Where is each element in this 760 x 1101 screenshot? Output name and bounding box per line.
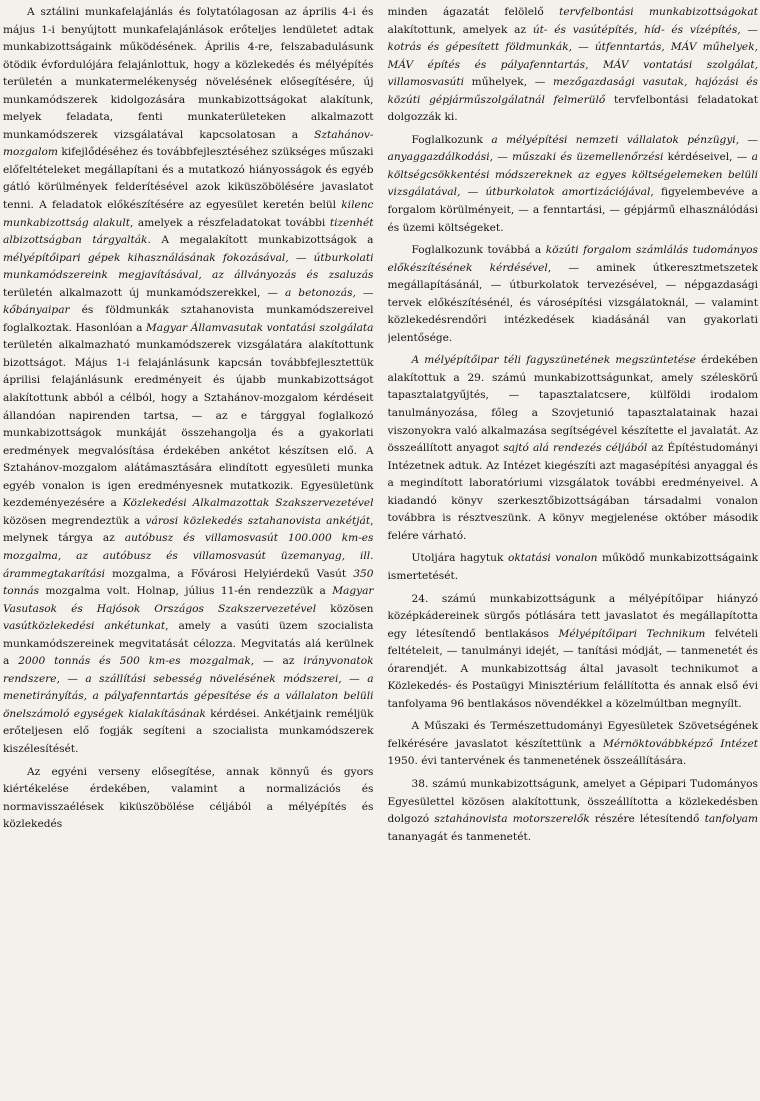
- paragraph: Utoljára hagytuk oktatási vonalon működő munkabizottságaink ismertetését.: [387, 552, 758, 582]
- paragraph: Az egyéni verseny elősegítése, annak könnyű és gyors kiértékelése érdekében, valamint a normalizációs és normavisszaélések kiküszöbölése céljából a mélyépítés és közlekedés: [3, 765, 374, 831]
- paragraph: Foglalkozunk továbbá a közúti forgalom számlálás tudományos előkészítésének kérdésével, — aminek útkeresztmetszetek megállapításánál, — útburkolatok tervezésével, — népgazdasági tervek előkészítésénél, és városépítési vizsgálatoknál, — valamint közlekedésrendőri intézkedések kiadásánál van gyakorlati jelentősége.: [387, 244, 758, 344]
- paragraph: A sztálini munkafelajánlás és folytatólagosan az április 4-i és május 1-i benyújtott munkafelajánlások erőteljes lendületet adtak munkabizottságaink működésének. Április 4-re, felszabadulásunk ötödik évfordulójára felajánlottuk, hogy a közlekedés és mélyépítés területén a munkatermelékenység növelésének elősegítésére, új munkamódszerek kidolgozására munkabizottságokat alakítunk, melyek feladata, fenti munkaterületeken alkalmazott munkamódszerek vizsgálatával kapcsolatosan a Sztahánov-mozgalom kifejlődéséhez és továbbfejlesztéséhez szükséges műszaki előfeltételeket megállapítani és a mutatkozó hiányosságok és egyéb gátló körülmények felderítésével azok kiküszöbölésére javaslatot tenni. A feladatok előkészítésére az egyesület keretén belül kilenc munkabizottság alakult, amelyek a részfeladatokat további tizenhét albizottságban tárgyalták. A megalakított munkabizottságok a mélyépítőipari gépek kihasználásának fokozásával, — útburkolati munkamódszereink megjavításával, az állványozás és zsaluzás területén alkalmazott új munkamódszerekkel, — a betonozás, — kőbányaipar és földmunkák sztahanovista munkamódszereivel foglalkoztak. Hasonlóan a Magyar Államvasutak vontatási szolgálata területén alkalmazható munkamódszerek vizsgálatára alakítottunk bizottságot. Május 1-i felajánlásunk kapcsán továbbfejlesztettük áprilisi felajánlásunk eredményeit és újabb munkabizottságot alakítottunk abból a célból, hogy a Sztahánov-mozgalom kérdéseit állandóan napirenden tartsa, — az e tárggyal foglalkozó munkabizottságok munkáját összehangolja és a gyakorlati eredmények megvalósítása érdekében ankétot készítsen elő. A Sztahánov-mozgalom alátámasztására elindított egyesületi munka egyéb vonalon is igen eredményesnek mutatkozik. Egyesületünk kezdeményezésére a Közlekedési Alkalmazottak Szakszervezetével közösen megrendeztük a városi közlekedés sztahanovista ankétját, melynek tárgya az autóbusz és villamosvasút 100.000 km-es mozgalma, az autóbusz és villamosvasút üzemanyag, ill. árammegtakarítási mozgalma, a Fővárosi Helyiérdekű Vasút 350 tonnás mozgalma volt. Holnap, július 11-én rendezzük a Magyar Vasutasok és Hajósok Országos Szakszervezetével közösen vasútközlekedési ankétunkat, amely a vasúti üzem szocialista munkamódszereinek megvitatását célozza. Megvitatás alá kerülnek a 2000 tonnás és 500 km-es mozgalmak, — az irányvonatok rendszere, — a szállítási sebesség növelésének módszerei, — a menetirányítás, a pályafenntartás gépesítése és a vállalaton belüli önelszámoló egységek kialakításának kérdései. Ankétjaink reméljük erőteljesen elő fogják segíteni a szocialista munkamódszerek kiszélesítését.: [3, 6, 374, 755]
- left-text-column: [3, 4, 374, 1101]
- paragraph: A Műszaki és Természettudományi Egyesületek Szövetségének felkérésére javaslatot készítettünk a Mérnöktovábbképző Intézet 1950. évi tantervének és tanmenetének összeállítására.: [387, 720, 758, 768]
- paragraph: 38. számú munkabizottságunk, amelyet a Gépipari Tudományos Egyesülettel közösen alakítottunk, összeállította a közlekedésben dolgozó sztahánovista motorszerelők részére létesítendő tanfolyam tananyagát és tanmenetét.: [387, 777, 758, 843]
- right-text-column: [388, 4, 759, 1101]
- paragraph: 24. számú munkabizottságunk a mélyépítőipar hiányzó középkádereinek sürgős pótlására tett javaslatot és megállapította egy létesítendő bentlakásos Mélyépítőipari Technikum felvételi feltételeit, — tanulmányi idejét, — tanítási módját, — tanmenetét és órarendjét. A munkabizottság által javasolt technikumot a Közlekedés- és Postaügyi Minisztérium felállította és annak első évi tanfolyama 96 bentlakásos növendékkel a közelmúltban megnyílt.: [387, 592, 758, 710]
- paragraph: Foglalkozunk a mélyépítési nemzeti vállalatok pénzügyi, — anyaggazdálkodási, — műszaki és üzemellenőrzési kérdéseivel, — a költségcsökkentési módszereknek az egyes költségelemeken belüli vizsgálatával, — útburkolatok amortizációjával, figyelembevéve a forgalom körülményeit, — a fenntartási, — gépjármű elhasználódási és üzemi költségeket.: [387, 133, 758, 234]
- paragraph: A mélyépítőipar téli fagyszünetének megszüntetése érdekében alakítottuk a 29. számú munkabizottságunkat, amely széleskörű tapasztalatgyűjtés, — tapasztalatcsere, külföldi irodalom tanulmányozása, főleg a Szovjetunió tapasztalatainak hazai viszonyokra való alkalmazása segítségével készítette el javalatát. Az összeállított anyagot sajtó alá rendezés céljából az Építéstudományi Intézetnek adtuk. Az Intézet kiegészíti azt magasépítési anyaggal és a megindított laboratóriumi vizsgálatok további eredményeivel. A kiadandó könyv szerkesztőbizottságában társadalmi vonalon továbbra is résztveszünk. A könyv megjelenése október második felére várható.: [387, 354, 758, 542]
- paragraph: minden ágazatát felölelő tervfelbontási munkabizottságokat alakítottunk, amelyek az út- és vasútépítés, híd- és vízépítés, — kotrás és gépesített földmunkák, — útfenntartás, MÁV műhelyek, MÁV építés és pályafenntartás, MÁV vontatási szolgálat, villamosvasúti műhelyek, — mezőgazdasági vasutak, hajózási és közúti gépjárműszolgálatnál felmerülő tervfelbontási feladatokat dolgozzák ki.: [387, 6, 758, 124]
